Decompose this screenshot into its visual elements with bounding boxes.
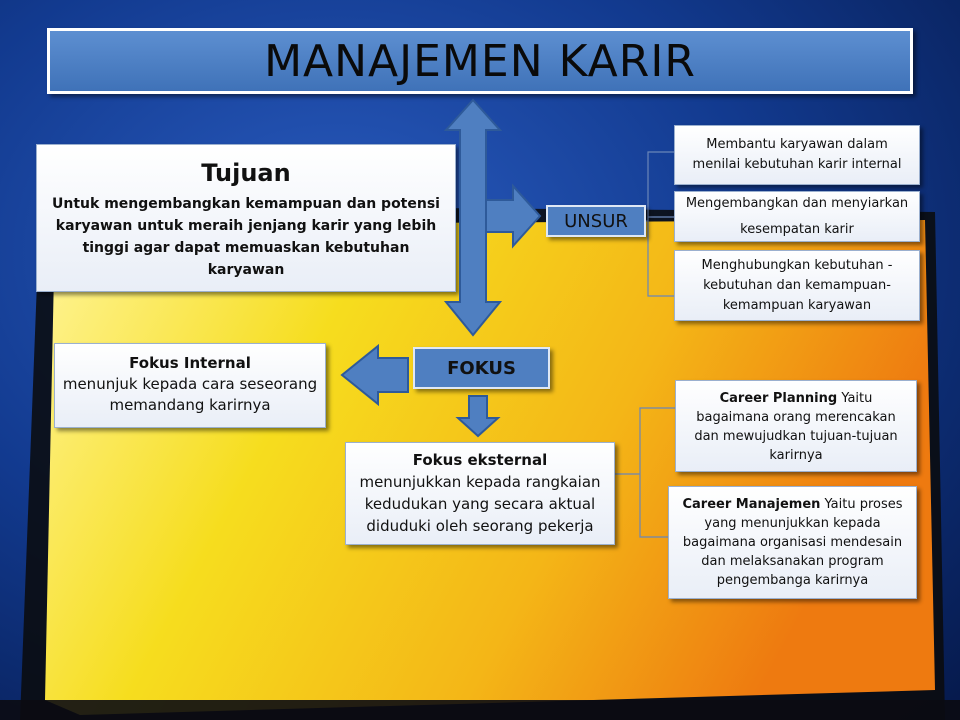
unsur-item-text: Membantu karyawan dalam menilai kebutuhan karir internal — [692, 137, 902, 172]
unsur-node — [546, 205, 646, 237]
tujuan-heading: Tujuan — [201, 159, 291, 187]
unsur-item-3 — [674, 250, 920, 321]
unsur-item-text: kesempatan karir — [740, 221, 854, 237]
unsur-item-text: Mengembangkan dan menyiarkan — [685, 195, 909, 211]
career-planning-box — [675, 380, 917, 472]
unsur-item-1 — [674, 125, 920, 185]
career-planning-term: Career Planning — [719, 391, 838, 406]
fokus-internal-box — [54, 343, 326, 428]
title-banner — [47, 28, 913, 94]
fokus-internal-title: Fokus Internal — [129, 354, 251, 372]
unsur-item-text: Menghubungkan kebutuhan - kebutuhan dan kemampuan-kemampuan karyawan — [701, 257, 893, 313]
career-manajemen-term: Career Manajemen — [682, 497, 821, 512]
unsur-item-2 — [674, 191, 920, 242]
fokus-eksternal-text: menunjukkan kepada rangkaian kedudukan yang secara aktual diduduki oleh seorang pekerja — [359, 473, 601, 535]
career-planning-text: Yaitu bagaimana orang merencakan dan mewujudkan tujuan-tujuan karirnya — [694, 391, 898, 463]
fokus-eksternal-box — [345, 442, 615, 545]
fokus-eksternal-title: Fokus eksternal — [412, 451, 548, 469]
career-manajemen-text: Yaitu proses yang menunjukkan kepada bagaimana organisasi mendesain dan melaksanakan program pengembanga karirnya — [682, 497, 903, 588]
page-title: MANAJEMEN KARIR — [264, 35, 696, 87]
fokus-node — [413, 347, 550, 389]
unsur-label: UNSUR — [564, 210, 628, 232]
tujuan-text: Untuk mengembangkan kemampuan dan potensi karyawan untuk meraih jenjang karir yang lebih tinggi agar dapat memuaskan kebutuhan karyawan — [52, 196, 440, 278]
career-manajemen-box — [668, 486, 917, 599]
fokus-label: FOKUS — [447, 357, 516, 379]
tujuan-box — [36, 144, 456, 292]
fokus-internal-text: menunjuk kepada cara seseorang memandang karirnya — [62, 375, 318, 414]
